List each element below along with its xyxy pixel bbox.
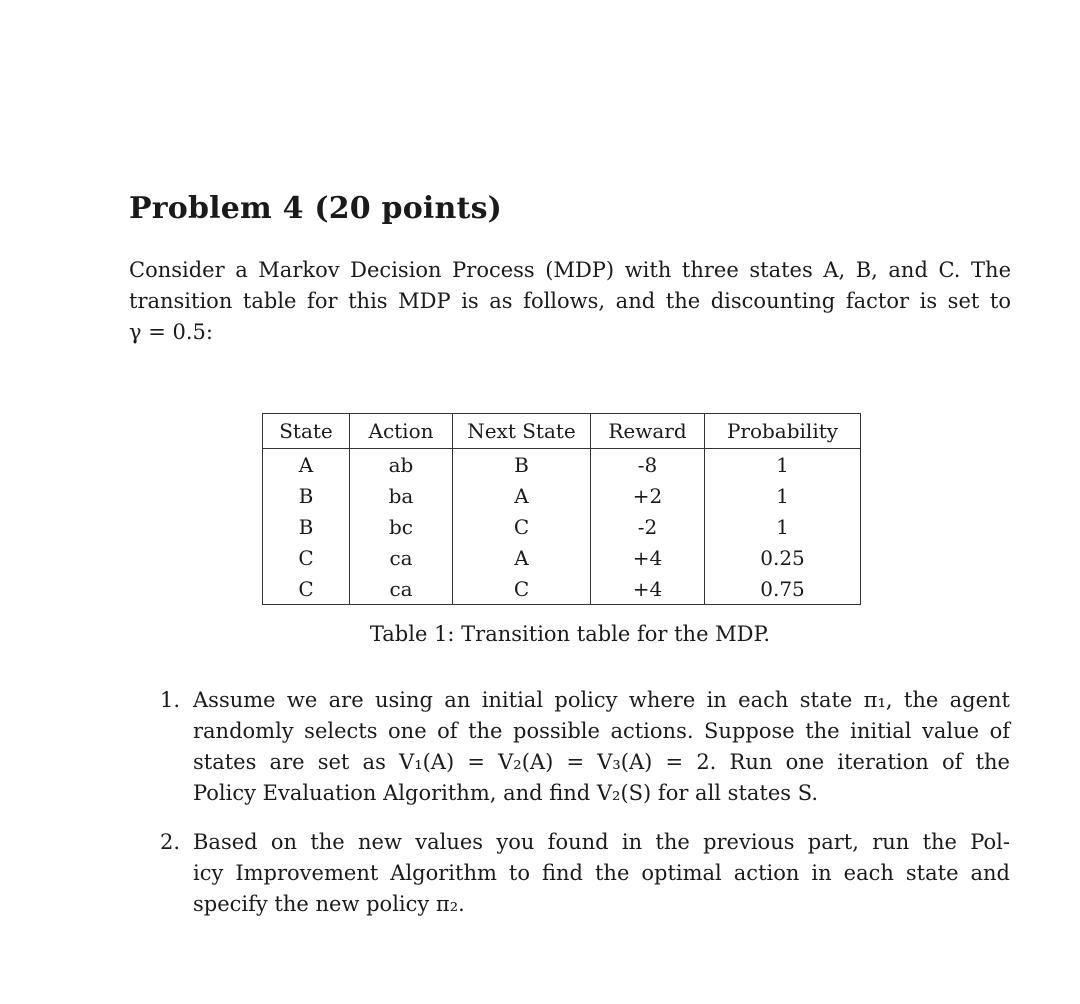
intro-line: Consider a Markov Decision Process (MDP) with three states A, B, and C. The	[129, 258, 1011, 282]
cell-next-state: A	[453, 542, 591, 573]
intro-line: transition table for this MDP is as follows, and the discounting factor is set to	[129, 289, 1011, 313]
cell-action: ca	[350, 542, 453, 573]
question-body	[193, 685, 1010, 809]
header-state: State	[263, 414, 350, 449]
cell-reward: -2	[591, 511, 705, 542]
table-row	[263, 542, 861, 573]
cell-state: A	[263, 449, 350, 481]
cell-next-state: C	[453, 511, 591, 542]
question-line: Assume we are using an initial policy where in each state π₁, the agent	[193, 688, 1010, 712]
header-action: Action	[350, 414, 453, 449]
cell-probability: 1	[705, 449, 861, 481]
cell-next-state: C	[453, 573, 591, 605]
transition-table	[262, 413, 861, 605]
question-body	[193, 827, 1010, 920]
table-row	[263, 449, 861, 481]
cell-state: B	[263, 511, 350, 542]
cell-state: C	[263, 573, 350, 605]
cell-action: bc	[350, 511, 453, 542]
table-row	[263, 480, 861, 511]
table-header-row	[263, 414, 861, 449]
intro-paragraph	[129, 255, 1011, 348]
cell-probability: 1	[705, 480, 861, 511]
cell-action: ab	[350, 449, 453, 481]
cell-reward: -8	[591, 449, 705, 481]
cell-reward: +4	[591, 573, 705, 605]
question-line: icy Improvement Algorithm to find the optimal action in each state and	[193, 861, 1010, 885]
table-row	[263, 573, 861, 605]
question-line: randomly selects one of the possible actions. Suppose the initial value of	[193, 719, 1010, 743]
table-caption: Table 1: Transition table for the MDP.	[369, 622, 771, 646]
header-next-state: Next State	[453, 414, 591, 449]
header-reward: Reward	[591, 414, 705, 449]
question-number: 1.	[160, 688, 181, 712]
question-line: Based on the new values you found in the previous part, run the Pol-	[193, 830, 1010, 854]
cell-probability: 1	[705, 511, 861, 542]
question-2	[160, 827, 1010, 920]
cell-probability: 0.75	[705, 573, 861, 605]
cell-reward: +4	[591, 542, 705, 573]
question-number: 2.	[160, 830, 181, 854]
cell-next-state: B	[453, 449, 591, 481]
cell-probability: 0.25	[705, 542, 861, 573]
cell-next-state: A	[453, 480, 591, 511]
cell-action: ba	[350, 480, 453, 511]
header-probability: Probability	[705, 414, 861, 449]
problem-title: Problem 4 (20 points)	[129, 191, 503, 226]
cell-reward: +2	[591, 480, 705, 511]
cell-state: C	[263, 542, 350, 573]
question-line: states are set as V₁(A) = V₂(A) = V₃(A) = 2. Run one iteration of the	[193, 750, 1010, 774]
question-line: specify the new policy π₂.	[193, 892, 465, 916]
question-line: Policy Evaluation Algorithm, and find V₂(S) for all states S.	[193, 781, 819, 805]
intro-line: γ = 0.5:	[129, 320, 213, 344]
question-1	[160, 685, 1010, 809]
cell-action: ca	[350, 573, 453, 605]
table-row	[263, 511, 861, 542]
cell-state: B	[263, 480, 350, 511]
